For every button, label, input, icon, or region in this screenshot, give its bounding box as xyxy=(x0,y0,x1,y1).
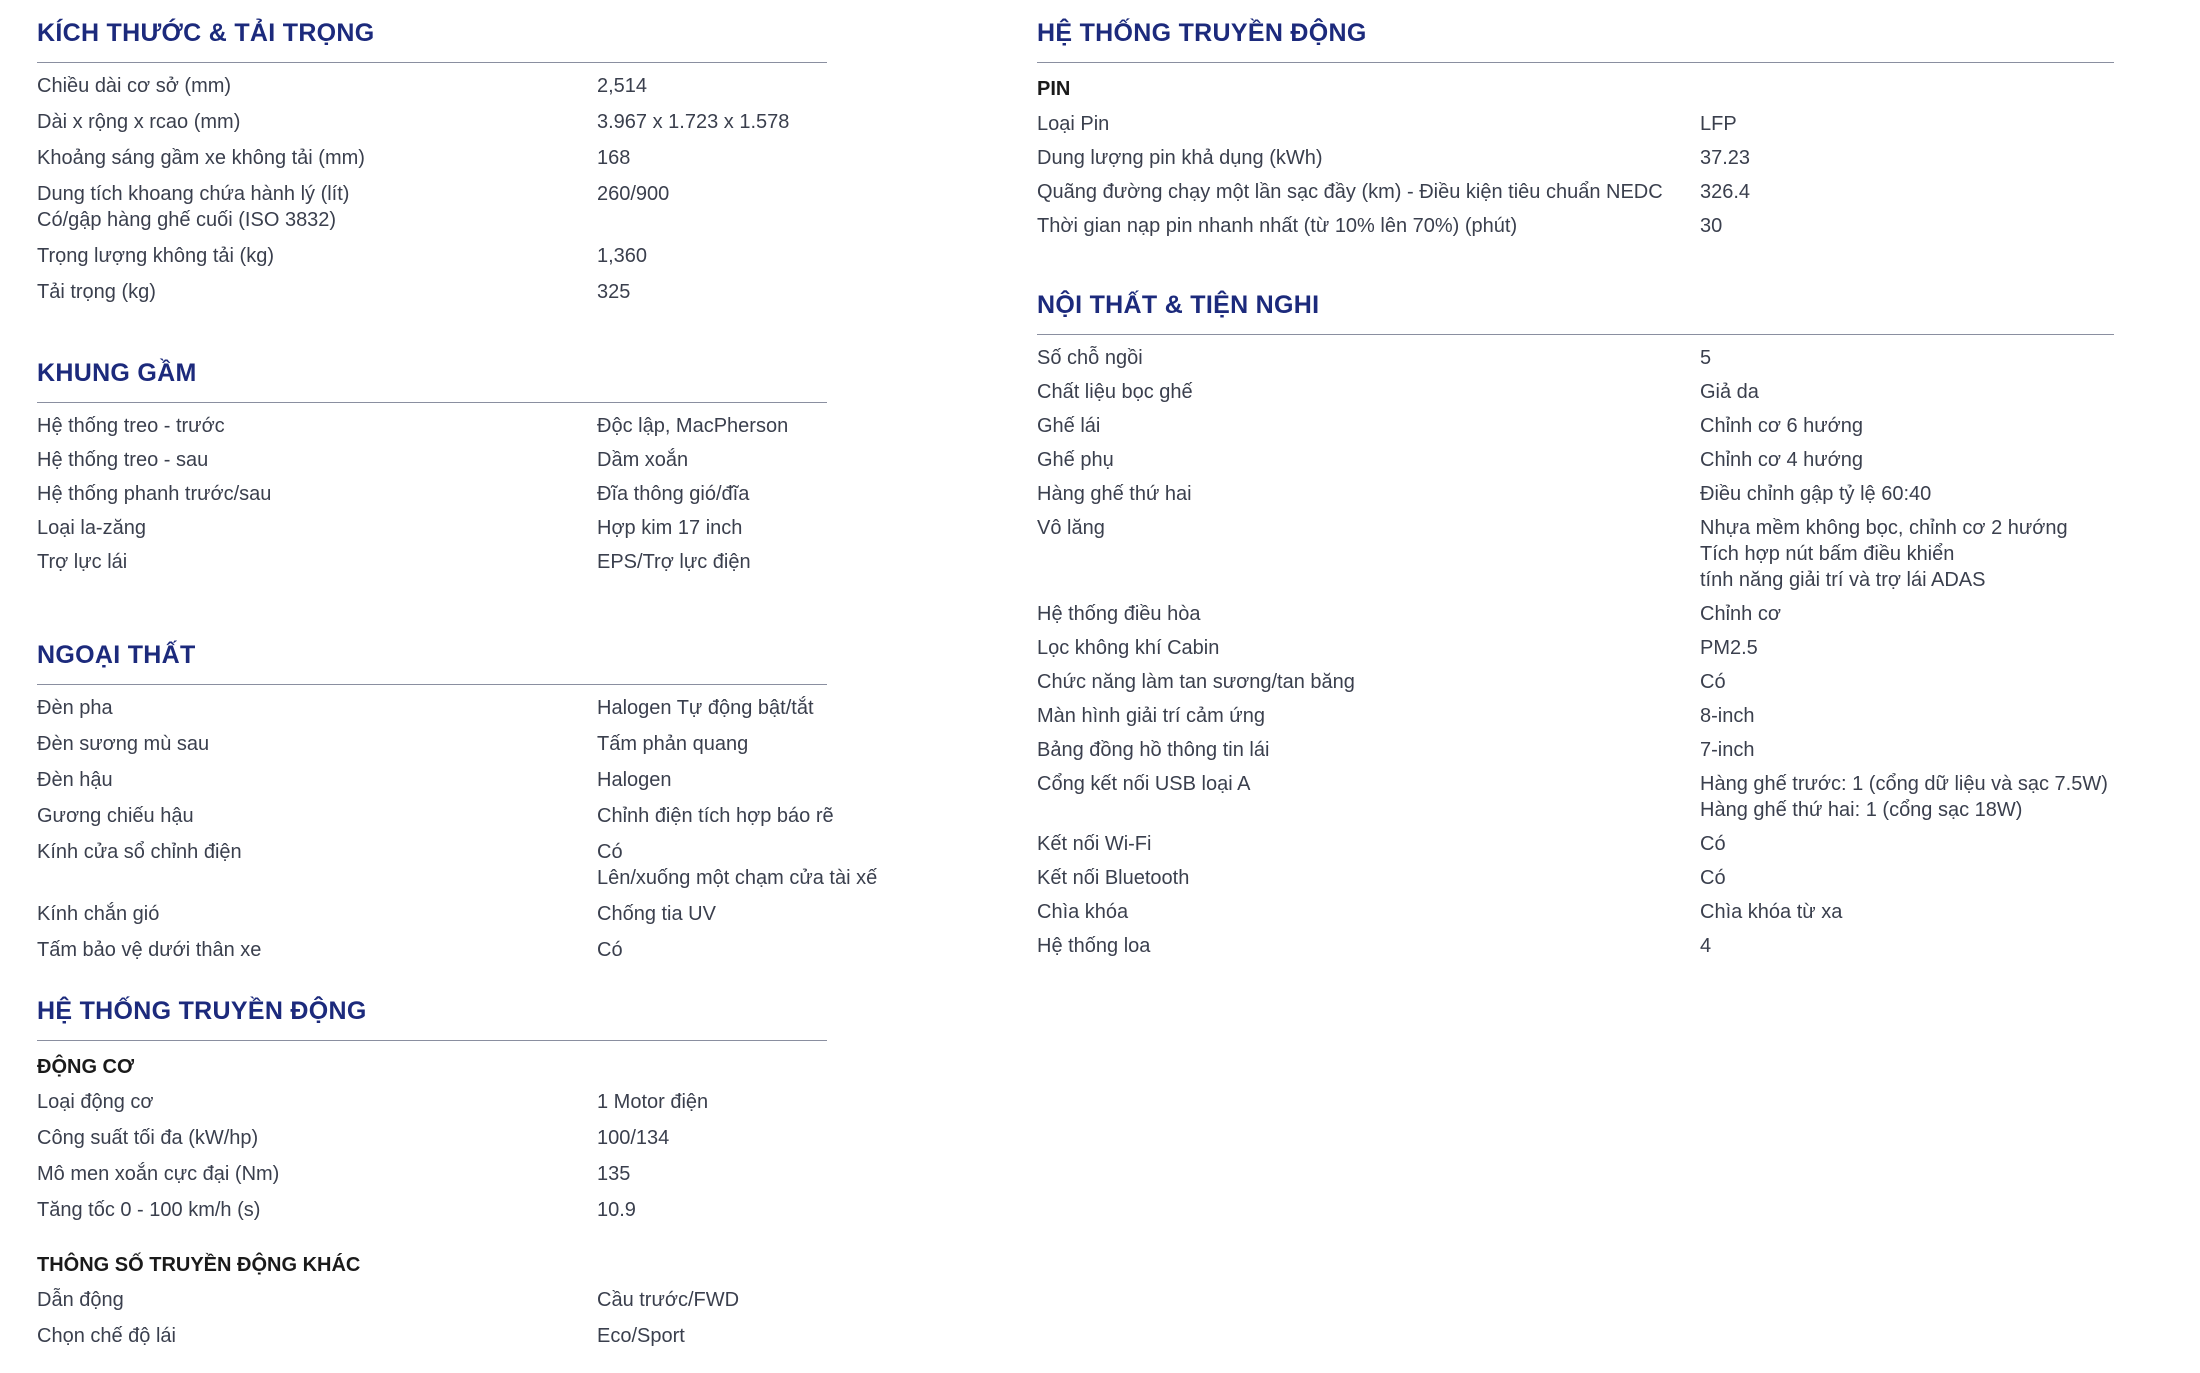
spec-rows xyxy=(37,695,877,963)
spec-row xyxy=(1037,601,2114,627)
spec-value: Hàng ghế trước: 1 (cổng dữ liệu và sạc 7.5W) Hàng ghế thứ hai: 1 (cổng sạc 18W) xyxy=(1700,773,2108,821)
spec-value: Hợp kim 17 inch xyxy=(597,517,743,539)
spec-label: Cổng kết nối USB loại A xyxy=(1037,773,1251,795)
spec-label: Chìa khóa xyxy=(1037,901,1129,923)
spec-row xyxy=(1037,865,2114,891)
spec-row xyxy=(1037,933,2114,959)
section-title: NGOẠI THẤT xyxy=(37,641,196,669)
spec-label: Loại la-zăng xyxy=(37,517,146,539)
spec-label: Hệ thống treo - trước xyxy=(37,415,225,437)
spec-value: 1 Motor điện xyxy=(597,1091,709,1113)
spec-row xyxy=(37,1323,827,1349)
spec-value: 4 xyxy=(1700,935,1712,957)
section-divider xyxy=(1037,62,2114,63)
spec-row xyxy=(1037,635,2114,661)
spec-label: Dài x rộng x rcao (mm) xyxy=(37,111,241,133)
subsection-thong-so-truyen-dong-khac xyxy=(37,1253,827,1349)
spec-value: 30 xyxy=(1700,215,1723,237)
spec-value: Có xyxy=(1700,833,1726,855)
spec-value: Tấm phản quang xyxy=(597,733,749,755)
spec-row xyxy=(37,109,827,135)
spec-label: Kính chắn gió xyxy=(37,903,160,925)
spec-value: Halogen xyxy=(597,769,672,791)
spec-row xyxy=(37,549,827,575)
spec-value: Halogen Tự động bật/tắt xyxy=(597,697,814,719)
spec-row xyxy=(37,937,877,963)
spec-value: 326.4 xyxy=(1700,181,1751,203)
spec-label: Dung tích khoang chứa hành lý (lít) Có/gập hàng ghế cuối (ISO 3832) xyxy=(37,183,350,231)
spec-row xyxy=(1037,379,2114,405)
subsection-title: THÔNG SỐ TRUYỀN ĐỘNG KHÁC xyxy=(37,1254,361,1276)
spec-value: Nhựa mềm không bọc, chỉnh cơ 2 hướng Tích hợp nút bấm điều khiển tính năng giải trí và trợ lái ADAS xyxy=(1700,517,2068,591)
spec-row xyxy=(37,73,827,99)
section-he-thong-truyen-dong xyxy=(1037,18,2114,247)
spec-row xyxy=(1037,447,2114,473)
spec-row xyxy=(37,515,827,541)
spec-rows xyxy=(37,73,827,305)
spec-row xyxy=(37,481,827,507)
spec-value: Dầm xoắn xyxy=(597,449,689,471)
spec-label: Đèn hậu xyxy=(37,769,113,791)
spec-label: Tăng tốc 0 - 100 km/h (s) xyxy=(37,1199,261,1221)
section-title: HỆ THỐNG TRUYỀN ĐỘNG xyxy=(1037,19,1367,47)
spec-label: Màn hình giải trí cảm ứng xyxy=(1037,705,1265,727)
spec-value: Chỉnh cơ 6 hướng xyxy=(1700,415,1864,437)
spec-value: 37.23 xyxy=(1700,147,1751,169)
spec-label: Trợ lực lái xyxy=(37,551,128,573)
spec-value: 7-inch xyxy=(1700,739,1755,761)
spec-row xyxy=(37,447,827,473)
spec-label: Chức năng làm tan sương/tan băng xyxy=(1037,671,1355,693)
spec-value: 8-inch xyxy=(1700,705,1755,727)
spec-label: Loại Pin xyxy=(1037,113,1110,135)
section-noi-that-tien-nghi xyxy=(1037,290,2114,967)
section-divider xyxy=(37,684,827,685)
spec-label: Ghế lái xyxy=(1037,415,1101,437)
subsection-title: PIN xyxy=(1037,78,1071,100)
section-he-thong-truyen-dong xyxy=(37,996,827,1359)
spec-value: Chỉnh cơ xyxy=(1700,603,1781,625)
spec-label: Hệ thống treo - sau xyxy=(37,449,209,471)
spec-label: Hệ thống loa xyxy=(1037,935,1151,957)
section-title: NỘI THẤT & TIỆN NGHI xyxy=(1037,291,1320,319)
section-divider xyxy=(37,402,827,403)
spec-row xyxy=(37,243,827,269)
spec-value: Đĩa thông gió/đĩa xyxy=(597,483,750,505)
subsection-dong-co xyxy=(37,1055,827,1223)
spec-value: Có xyxy=(1700,867,1726,889)
spec-label: Hệ thống điều hòa xyxy=(1037,603,1201,625)
spec-label: Quãng đường chạy một lần sạc đầy (km) - Điều kiện tiêu chuẩn NEDC xyxy=(1037,181,1663,203)
spec-row xyxy=(1037,413,2114,439)
spec-label: Tải trọng (kg) xyxy=(37,281,156,303)
spec-label: Hàng ghế thứ hai xyxy=(1037,483,1192,505)
spec-row xyxy=(1037,831,2114,857)
spec-row xyxy=(37,839,877,891)
subsection-title: ĐỘNG CƠ xyxy=(37,1056,135,1078)
spec-row xyxy=(1037,771,2114,823)
spec-label: Thời gian nạp pin nhanh nhất (từ 10% lên 70%) (phút) xyxy=(1037,215,1518,237)
spec-value: Eco/Sport xyxy=(597,1325,685,1347)
spec-row xyxy=(1037,213,2114,239)
spec-label: Chọn chế độ lái xyxy=(37,1325,176,1347)
spec-label: Công suất tối đa (kW/hp) xyxy=(37,1127,259,1149)
spec-label: Bảng đồng hồ thông tin lái xyxy=(1037,739,1270,761)
spec-rows xyxy=(1037,345,2114,959)
spec-label: Tấm bảo vệ dưới thân xe xyxy=(37,939,262,961)
spec-row xyxy=(1037,179,2114,205)
spec-value: 5 xyxy=(1700,347,1712,369)
spec-row xyxy=(37,413,827,439)
spec-label: Đèn pha xyxy=(37,697,113,719)
section-title: KÍCH THƯỚC & TẢI TRỌNG xyxy=(37,19,375,47)
spec-rows xyxy=(37,1287,827,1349)
spec-label: Dẫn động xyxy=(37,1289,124,1311)
spec-label: Dung lượng pin khả dụng (kWh) xyxy=(1037,147,1323,169)
spec-row xyxy=(37,803,877,829)
spec-row xyxy=(37,695,877,721)
spec-value: Giả da xyxy=(1700,381,1759,403)
spec-label: Ghế phụ xyxy=(1037,449,1114,471)
spec-rows xyxy=(1037,111,2114,239)
section-divider xyxy=(37,62,827,63)
spec-label: Loại động cơ xyxy=(37,1091,154,1113)
spec-value: Điều chỉnh gập tỷ lệ 60:40 xyxy=(1700,483,1932,505)
spec-value: LFP xyxy=(1700,113,1737,135)
section-khung-gam xyxy=(37,358,827,583)
spec-value: EPS/Trợ lực điện xyxy=(597,551,751,573)
subsection-pin xyxy=(1037,77,2114,239)
spec-label: Số chỗ ngồi xyxy=(1037,347,1143,369)
spec-value: Có xyxy=(597,939,623,961)
spec-value: 168 xyxy=(597,147,631,169)
section-divider xyxy=(1037,334,2114,335)
spec-label: Gương chiếu hậu xyxy=(37,805,194,827)
spec-value: Chống tia UV xyxy=(597,903,716,925)
spec-rows xyxy=(37,413,827,575)
spec-row xyxy=(1037,481,2114,507)
spec-label: Đèn sương mù sau xyxy=(37,733,210,755)
spec-row xyxy=(37,1089,827,1115)
spec-value: Có Lên/xuống một chạm cửa tài xế xyxy=(597,841,878,889)
spec-row xyxy=(1037,111,2114,137)
spec-row xyxy=(1037,515,2114,593)
spec-value: Cầu trước/FWD xyxy=(597,1289,740,1311)
spec-label: Vô lăng xyxy=(1037,517,1105,539)
spec-row xyxy=(37,279,827,305)
spec-row xyxy=(1037,345,2114,371)
spec-row xyxy=(1037,145,2114,171)
spec-label: Hệ thống phanh trước/sau xyxy=(37,483,272,505)
spec-value: 1,360 xyxy=(597,245,648,267)
spec-label: Chất liệu bọc ghế xyxy=(1037,381,1193,403)
spec-rows xyxy=(37,1089,827,1223)
spec-label: Khoảng sáng gầm xe không tải (mm) xyxy=(37,147,365,169)
spec-row xyxy=(37,1287,827,1313)
spec-label: Lọc không khí Cabin xyxy=(1037,637,1220,659)
spec-value: Chìa khóa từ xa xyxy=(1700,901,1843,923)
section-ngoai-that xyxy=(37,640,877,973)
spec-row xyxy=(37,145,827,171)
section-title: KHUNG GẦM xyxy=(37,359,197,387)
section-title: HỆ THỐNG TRUYỀN ĐỘNG xyxy=(37,997,367,1025)
spec-row xyxy=(37,767,877,793)
spec-row xyxy=(1037,703,2114,729)
spec-row xyxy=(37,1125,827,1151)
spec-value: 135 xyxy=(597,1163,631,1185)
spec-label: Chiều dài cơ sở (mm) xyxy=(37,75,232,97)
spec-label: Kính cửa sổ chỉnh điện xyxy=(37,841,242,863)
spec-value: 100/134 xyxy=(597,1127,670,1149)
spec-row xyxy=(37,731,877,757)
spec-row xyxy=(1037,737,2114,763)
section-divider xyxy=(37,1040,827,1041)
spec-value: 260/900 xyxy=(597,183,670,205)
spec-label: Kết nối Bluetooth xyxy=(1037,867,1190,889)
spec-value: 3.967 x 1.723 x 1.578 xyxy=(597,111,790,133)
spec-row xyxy=(37,1161,827,1187)
spec-value: Có xyxy=(1700,671,1726,693)
spec-value: 325 xyxy=(597,281,631,303)
spec-value: Chỉnh cơ 4 hướng xyxy=(1700,449,1864,471)
section-kich-thuoc-tai-trong xyxy=(37,18,827,315)
spec-row xyxy=(1037,669,2114,695)
spec-value: 10.9 xyxy=(597,1199,636,1221)
spec-label: Kết nối Wi-Fi xyxy=(1037,833,1152,855)
spec-row xyxy=(1037,899,2114,925)
spec-value: Chỉnh điện tích hợp báo rẽ xyxy=(597,805,834,827)
spec-row xyxy=(37,181,827,233)
spec-value: 2,514 xyxy=(597,75,648,97)
spec-value: Độc lập, MacPherson xyxy=(597,415,789,437)
spec-row xyxy=(37,901,877,927)
spec-label: Mô men xoắn cực đại (Nm) xyxy=(37,1163,280,1185)
spec-label: Trọng lượng không tải (kg) xyxy=(37,245,274,267)
spec-row xyxy=(37,1197,827,1223)
spec-value: PM2.5 xyxy=(1700,637,1758,659)
